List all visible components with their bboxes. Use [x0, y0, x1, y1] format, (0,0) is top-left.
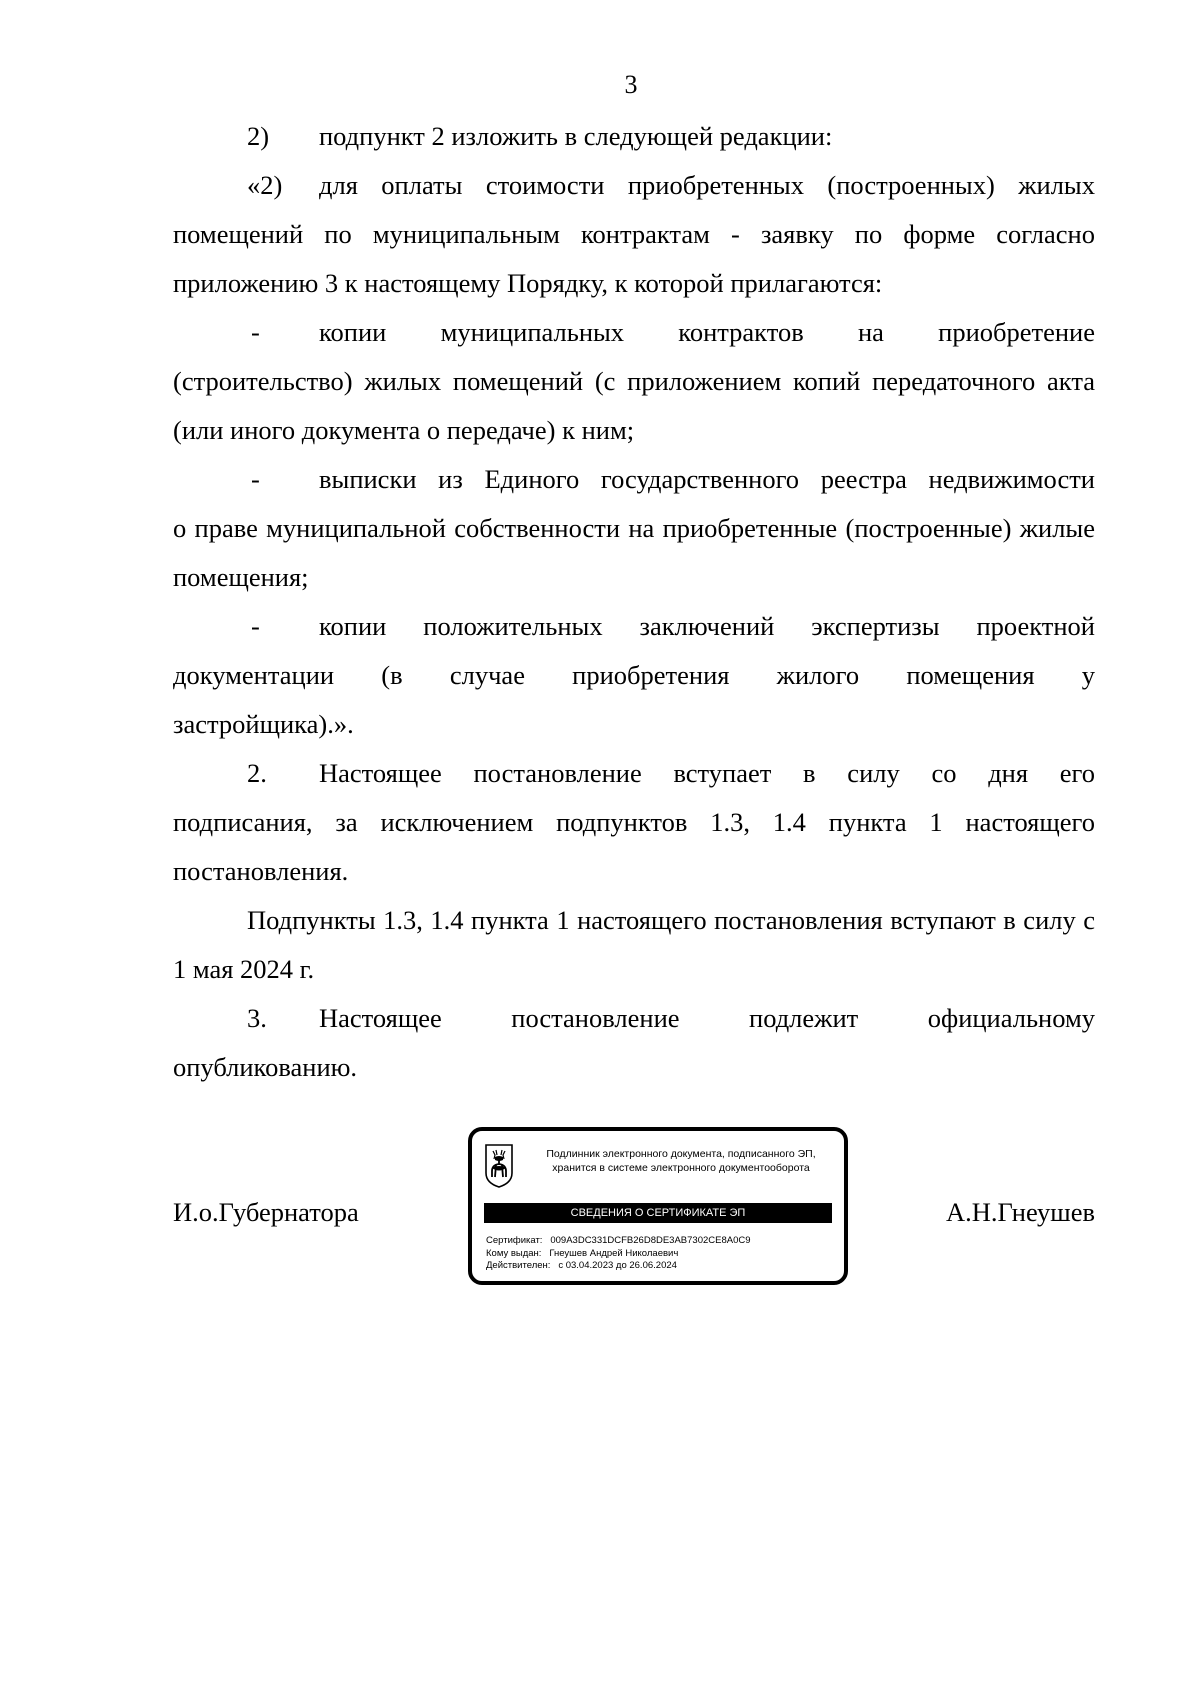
point-3-continuation: опубликованию. [173, 1052, 358, 1082]
point-3-marker: 3. [247, 1003, 267, 1033]
bullet-3-line-2: документации (в случае приобретения жилого помещения у [173, 660, 1095, 690]
certificate-value: 009A3DC331DCFB26D8DE3AB7302CE8A0C9 [550, 1235, 751, 1246]
subpoint-2-text: подпункт 2 изложить в следующей редакции: [319, 121, 833, 151]
point-2-first-line [173, 749, 1095, 798]
bullet-2-dash: - [251, 464, 260, 494]
bullet-2-first-text: выписки из Единого государственного реестра недвижимости [319, 464, 1095, 494]
point-3-first-line [173, 994, 1095, 1043]
point-3-first-text: Настоящее постановление подлежит официальному [319, 1003, 1095, 1033]
page-number: 3 [624, 70, 638, 99]
quote-first-line [173, 161, 1095, 210]
quote-first-text: для оплаты стоимости приобретенных (построенных) жилых [319, 170, 1095, 200]
bullet-1-dash: - [251, 317, 260, 347]
bullet-3-first-line [173, 602, 1095, 651]
bullet-1-continuation: (строительство) жилых помещений (с приложением копий передаточного акта (или иного документа о передаче) к ним; [173, 366, 1095, 445]
issued-to-row [486, 1248, 751, 1261]
bullet-3-first-text: копии положительных заключений экспертизы проектной [319, 611, 1095, 641]
point-2-subpoints-paragraph: Подпункты 1.3, 1.4 пункта 1 настоящего постановления вступают в силу с 1 мая 2024 г. [173, 905, 1095, 984]
bullet-3-dash: - [251, 611, 260, 641]
bullet-3-line-3: застройщика).». [173, 709, 354, 739]
point-2-first-text: Настоящее постановление вступает в силу со дня его [319, 758, 1095, 788]
bullet-1-first-text: копии муниципальных контрактов на приобретение [319, 317, 1095, 347]
issued-to-label: Кому выдан: [486, 1247, 542, 1259]
electronic-signature-stamp [468, 1127, 848, 1285]
quote-continuation: помещений по муниципальным контрактам - заявку по форме согласно приложению 3 к настоящему Порядку, к которой прилагаются: [173, 219, 1095, 298]
signatory-name: А.Н.Гнеушев [945, 1197, 1095, 1227]
validity-row [486, 1260, 751, 1273]
certificate-row [486, 1235, 751, 1248]
quote-marker: «2) [247, 170, 283, 200]
stamp-header-line-2: хранится в системе электронного документооборота [552, 1162, 810, 1174]
point-2-marker: 2. [247, 758, 267, 788]
stamp-header [522, 1147, 840, 1175]
certificate-details [486, 1235, 751, 1273]
document-body [173, 112, 1095, 1092]
point-2-continuation: подписания, за исключением подпунктов 1.3, 1.4 пункта 1 настоящего постановления. [173, 807, 1095, 886]
bullet-2-first-line [173, 455, 1095, 504]
stamp-header-line-1: Подлинник электронного документа, подписанного ЭП, [546, 1148, 816, 1160]
certificate-label: Сертификат: [486, 1235, 543, 1246]
validity-label: Действителен: [486, 1260, 551, 1271]
subpoint-2-line [173, 112, 1095, 161]
issued-to-value: Гнеушев Андрей Николаевич [549, 1247, 679, 1259]
coat-of-arms-icon [484, 1143, 514, 1189]
validity-value: с 03.04.2023 до 26.06.2024 [558, 1260, 677, 1271]
bullet-1-first-line [173, 308, 1095, 357]
bullet-2-continuation: о праве муниципальной собственности на приобретенные (построенные) жилые помещения; [173, 513, 1095, 592]
subpoint-2-marker: 2) [247, 121, 270, 151]
certificate-info-title: СВЕДЕНИЯ О СЕРТИФИКАТЕ ЭП [484, 1203, 832, 1223]
signatory-position: И.о.Губернатора [173, 1197, 359, 1227]
